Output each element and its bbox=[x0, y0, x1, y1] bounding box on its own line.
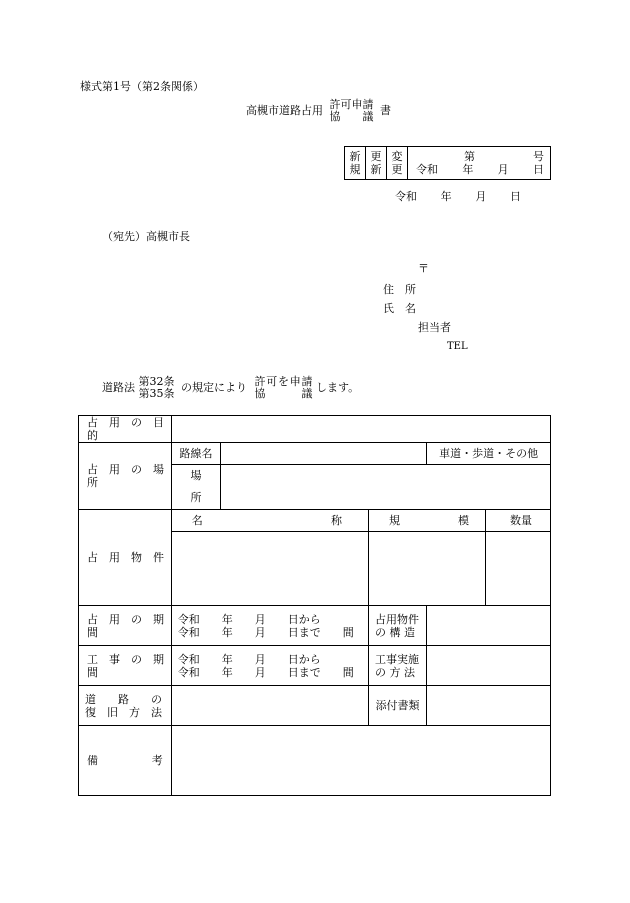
method-label: 工事実施 の 方 法 bbox=[368, 646, 426, 686]
title-prefix: 高槻市道路占用 bbox=[246, 104, 323, 117]
postal-mark: 〒 bbox=[418, 262, 429, 275]
object-name-field[interactable] bbox=[171, 532, 368, 606]
form-number: 様式第1号（第2条関係） bbox=[80, 80, 204, 93]
method-field[interactable] bbox=[427, 646, 551, 686]
type-change[interactable]: 変 更 bbox=[387, 147, 408, 180]
construction-label: 工 事 の 期 間 bbox=[79, 646, 172, 686]
dai-label: 第 bbox=[464, 150, 475, 163]
addressee: （宛先）高槻市長 bbox=[102, 230, 190, 243]
application-date[interactable]: 令和 年 月 日 bbox=[395, 190, 521, 203]
route-name-field[interactable] bbox=[221, 443, 427, 465]
type-renew[interactable]: 更 新 bbox=[366, 147, 387, 180]
construction-dates[interactable]: 令和 年 月 日から 令和 年 月 日まで 間 bbox=[171, 646, 368, 686]
article-stack: 第32条 第35条 bbox=[138, 375, 175, 400]
statement-option-stack: 許可を申請 協 議 bbox=[254, 375, 313, 400]
col-name-header: 名 称 bbox=[171, 510, 368, 532]
object-scale-qty-field[interactable] bbox=[368, 532, 550, 606]
route-name-label: 路線名 bbox=[171, 443, 220, 465]
remarks-label: 備 考 bbox=[79, 726, 172, 796]
restore-field[interactable] bbox=[171, 686, 368, 726]
reception-number-box bbox=[344, 146, 551, 180]
tel-label: TEL bbox=[447, 341, 468, 352]
place-label: 占 用 の 場 所 bbox=[79, 443, 172, 510]
restore-label: 道 路 の 復 旧 方 法 bbox=[79, 686, 172, 726]
period-dates[interactable]: 令和 年 月 日から 令和 年 月 日まで 間 bbox=[171, 606, 368, 646]
reception-number-cell[interactable]: 第 号 令和 年 月 日 bbox=[408, 147, 551, 180]
contact-label: 担当者 bbox=[418, 321, 451, 334]
col-scale-qty-header: 規 模 数 量 bbox=[368, 510, 550, 532]
purpose-field[interactable] bbox=[171, 416, 550, 443]
title-option-bottom: 協 議 bbox=[329, 110, 374, 123]
form-title bbox=[246, 99, 391, 123]
purpose-label: 占 用 の 目 的 bbox=[79, 416, 172, 443]
objects-label: 占 用 物 件 bbox=[79, 510, 172, 606]
title-option-stack bbox=[330, 99, 374, 123]
period-label: 占 用 の 期 間 bbox=[79, 606, 172, 646]
structure-field[interactable] bbox=[427, 606, 551, 646]
title-suffix: 書 bbox=[380, 104, 391, 117]
location-label: 場 所 bbox=[171, 465, 220, 510]
road-type-options[interactable]: 車道・歩道・その他 bbox=[427, 443, 551, 465]
name-label: 氏 名 bbox=[383, 302, 416, 315]
location-field[interactable] bbox=[221, 465, 551, 510]
go-label: 号 bbox=[533, 150, 544, 163]
attachments-field[interactable] bbox=[427, 686, 551, 726]
title-option-top: 許可申請 bbox=[329, 98, 374, 111]
address-label: 住 所 bbox=[383, 283, 416, 296]
attachments-label: 添付書類 bbox=[368, 686, 426, 726]
type-new[interactable]: 新 規 bbox=[345, 147, 366, 180]
structure-label: 占用物件 の 構 造 bbox=[368, 606, 426, 646]
occupancy-table bbox=[78, 415, 551, 796]
remarks-field[interactable] bbox=[171, 726, 550, 796]
statement: 道路法 第32条 第35条 の規定により 許可を申請 協 議 します。 bbox=[102, 375, 360, 400]
